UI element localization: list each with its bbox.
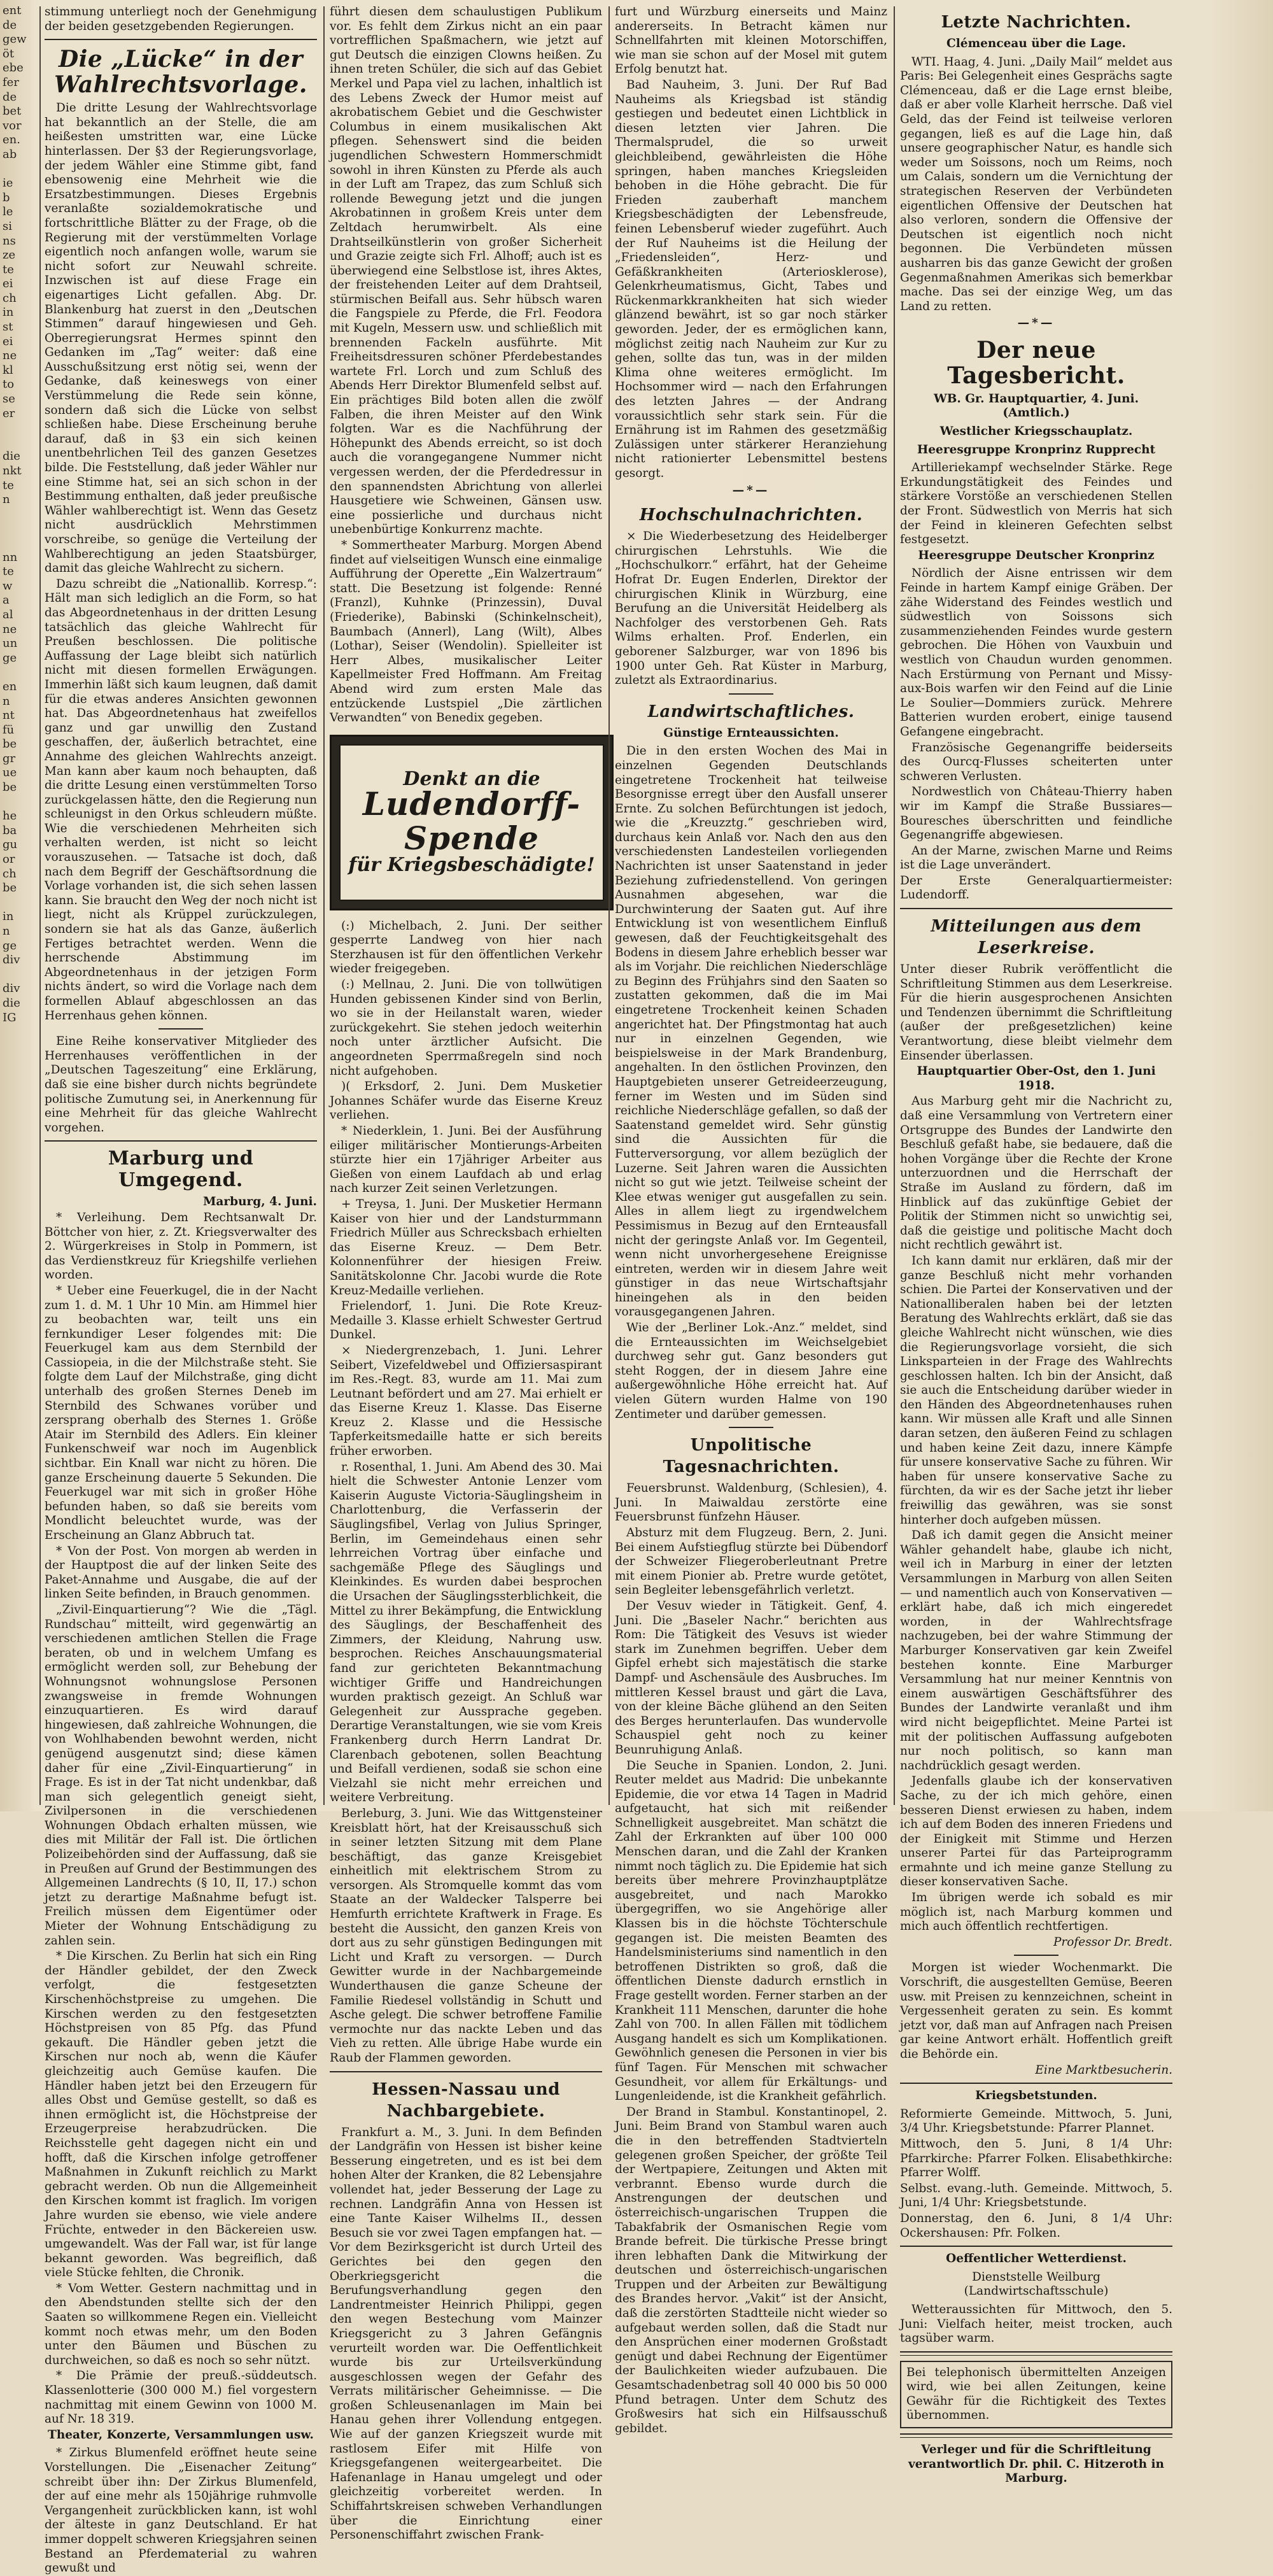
subheading: Heeresgruppe Deutscher Kronprinz: [918, 548, 1155, 562]
edge-text: ent de gew öt ebe fer de bet vor en. ab ie b le si ns ze te ei ch in st ei ne kl to se er die nkt te n nn te w a al ne un ge en n nt fü be gr ue be he ba gu or ch be in n ge div div die IG: [3, 4, 27, 1024]
news-item: * Zirkus Blumenfeld eröffnet heute seine Vorstellungen. Die „Eisenacher Zeitung“ schreibt über ihn: Der Zirkus Blumenfeld, der auf eine mehr als 150jährige ruhmvolle Vergangenheit zurückblicken kann, ist wohl der älteste in ganz Deutschland. Er hat immer doppelt schweren Kriegsjahren seinen Bestand an Pferdematerial zu wahren gewußt und: [45, 2446, 317, 2575]
paragraph: WTI. Haag, 4. Juni. „Daily Mail“ meldet aus Paris: Bei Gelegenheit eines Gesprächs sagte Clémenceau, daß er die Lage ernst bleibe, daß er aber volle Klarheit herrsche. Daß viel Geld, das der Feind ist teilweise verloren gegangen, ließ es auf die Lage hin, daß unsere geographischer Natur, es handle sich weder um Soissons, noch um Reims, noch um Calais, sondern um die Vernichtung der strategischen Reserven der Verbündeten eigentlichen Offensive der Deutschen hat also verloren, sondern die Offensive der Deutschen ist eigentlich noch nicht begonnen. Die Verbündeten müssen ausharren bis das ganze Gewicht der großen Gegenmaßnahmen Amerikas sich bemerkbar mache. Das sei der einzige Weg, um das Land zu retten.: [900, 55, 1172, 313]
headline-hessen-nassau: Hessen-Nassau und Nachbargebiete.: [372, 2079, 560, 2121]
subheading: Clémenceau über die Lage.: [946, 37, 1126, 50]
ad-line-3: für Kriegsbeschädigte!: [348, 853, 595, 876]
news-item: (:) Mellnau, 2. Juni. Die von tollwütigen Hunden gebissenen Kinder sind von Berlin, wo sie in der Heilanstalt waren, wieder zurückgekehrt. Sie stehen jedoch weiterhin noch unter ärztlicher Aufsicht. Die angeordneten Sperrmaßregeln sind noch nicht aufgehoben.: [330, 978, 602, 1078]
news-item: * Ueber eine Feuerkugel, die in der Nacht zum 1. d. M. 1 Uhr 10 Min. am Himmel hier zu beobachten war, teilt uns ein fernkundiger Leser folgendes mit: Die Feuerkugel kam aus dem Sternbild der Cassiopeia, in die der Milchstraße steht. Sie folgte dem Lauf der Milchstraße, ging dicht unterhalb des großen Sternes Deneb im Sternbild des Schwanes vorüber und zersprang oberhalb des Sternes 1. Größe Atair im Sternbild des Adlers. Ein kleiner Funkenschweif war noch im Augenblick sichtbar. Ein Knall war nicht zu hören. Die ganze Erscheinung dauerte 5 Sekunden. Die Feuerkugel war mit sich in großer Höhe befunden haben, so daß sie bereits vom Mondlicht beleuchtet wurde, was der Erscheinung an Glanz Abbruch tat.: [45, 1284, 317, 1542]
paragraph: Wie der „Berliner Lok.-Anz.“ meldet, sind die Ernteaussichten im Weichselgebiet durchweg sehr gut. Ganz besonders gut steht Roggen, der in diesem Jahre eine außergewöhnliche Höhe erreicht hat. Auf vielen Gütern wurden Halme von 190 Zentimeter und darüber gemessen.: [615, 1321, 887, 1421]
signature: Professor Dr. Bredt.: [1053, 1935, 1172, 1949]
signature: Der Erste Generalquartiermeister: Ludendorff.: [900, 874, 1172, 902]
news-item: * Verleihung. Dem Rechtsanwalt Dr. Böttcher von hier, z. Zt. Kriegsverwalter des 2. Würgerkreises in Stolp in Pommern, ist das Verdienstkreuz für Kriegshilfe verliehen worden.: [45, 1210, 317, 1282]
divider: [900, 908, 1172, 909]
paragraph: Dazu schreibt die „Nationallib. Korresp.“: Hält man sich lediglich an die Form, so hat das Abgeordnetenhaus in der dritten Lesung tatsächlich das gleiche Wahlrecht für Preußen beschlossen. Die politische Auffassung der Lage bleibt sich natürlich nicht mit diesen formellen Erwägungen. Immerhin läßt sich kaum leugnen, daß damit für die etwas anderes Ansichten gewonnen hat. Das Abgeordnetenhaus hat zweifellos ganz und gar unwillig den Zustand geschaffen, der, äußerlich betrachtet, eine Annahme des gleichen Wahlrechts anzeigt. Man kann aber kaum noch behaupten, daß die dritte Lesung einen verstümmelten Torso zurückgelassen hätte, den die Regierung nun schleunigst in den Orkus schleudern müßte. Wie die verschiedenen Mehrheiten sich verhalten werden, ist nicht so leicht vorauszusehen. — Tatsache ist doch, daß nach dem Begriff der Geschäftsordnung die Vorlage vorhanden ist, die sich sehen lassen kann. Sie braucht den Weg der noch nicht ist liegt, nicht als Krüppel zurückzulegen, sondern sie hat als das Ganze, äußerlich Fertiges betrachtet werden. Wenn die herrschende Abstimmung im Abgeordnetenhaus in der jetzigen Form nichts ändert, so wird die Vorlage nach dem formellen Ablauf abgeschlossen an das Herrenhaus gehen können.: [45, 577, 317, 1023]
paragraph: Die dritte Lesung der Wahlrechtsvorlage hat bekanntlich an der Stelle, die am heißesten umstritten war, eine Lücke hinterlassen. Der §3 der Regierungsvorlage, der jedem Wähler eine Stimme gibt, fand ebensowenig eine Mehrheit wie die Ersatzbestimmungen. Dieses Ergebnis veranlaßte sozialdemokratische und fortschrittliche Blätter zu der Frage, ob die Regierung mit der verstümmelten Vorlage eigentlich noch anfangen wolle, warum sie nicht sofort zur Neuwahl schreite. Inzwischen ist auf diese Frage ein eigenartiges Licht gefallen. Abg. Dr. Blankenburg hat zuerst in den „Deutschen Stimmen“ darauf hingewiesen und Geh. Oberregierungsrat Hermes spinnt den Gedanken im „Tag“ weiter: daß eine Ausschußsitzung erst nötig sei, wenn der Gedanke, daß keineswegs von einer Verstümmelung die Rede sein könne, sondern daß sich die Lücke von selbst schließen habe. Diese Erscheinung beruhe darauf, daß in §3 ein sich keinen unentbehrlichen Teil des ganzen Gesetzes bilde. Die Feststellung, daß jeder Wähler nur eine Stimme hat, sei an sich schon in der Bestimmung enthalten, daß jeder preußische Wähler wahlberechtigt ist. Wenn das Gesetz nicht ausdrücklich Mehrstimmen vorschreibe, so genüge die Verteilung der Wahlberechtigung an jeden Staatsbürger, damit das gleiche Wahlrecht zu sichern.: [45, 101, 317, 576]
news-item: Der Vesuv wieder in Tätigkeit. Genf, 4. Juni. Die „Baseler Nachr.“ berichten aus Rom: Die Tätigkeit des Vesuvs ist wieder stark im Zunehmen begriffen. Ueber dem Gipfel erhebt sich majestätisch die starke Dampf- und Aschensäule des Ausbruches. Im mittleren Kessel braust und gärt die Lava, von der kleine Bäche glühend an den Seiten des Berges herunterlaufen. Das wundervolle Schauspiel geht noch zu keiner Beunruhigung Anlaß.: [615, 1599, 887, 1757]
subheading: Günstige Ernteaussichten.: [663, 726, 839, 740]
divider: [45, 1140, 317, 1142]
left-edge-column-fragments: [0, 0, 37, 1811]
subheading: Oeffentlicher Wetterdienst.: [946, 2252, 1127, 2266]
subheading: Dienststelle Weilburg (Landwirtschaftsschule): [964, 2270, 1109, 2298]
paragraph: Eine Reihe konservativer Mitglieder des Herrenhauses veröffentlichen in der „Deutschen Tageszeitung“ eine Erklärung, daß sie eine bisher durch nichts begründete politische Zumutung sei, in Anerkennung für eine Mehrheit für das gleiche Wahlrecht vorgehen.: [45, 1035, 317, 1135]
headline-tagesbericht: Der neue Tagesbericht.: [947, 336, 1125, 389]
subheading: Westlicher Kriegsschauplatz.: [939, 425, 1133, 439]
paragraph: Aus Marburg geht mir die Nachricht zu, daß eine Versammlung von Vertretern einer Ortsgruppe des Bundes der Landwirte den Beschluß gefaßt habe, sie bedauere, daß die hohen Vorgänge über die Rechte der Krone unterzuordnen und die Herrschaft der Straße im Ausland zu fördern, daß im Hinblick auf das zukünftige Gebiet der Politik der Stimmen nicht so unwichtig sei, daß die geistige und politische Macht doch nicht rechtlich gewährt ist.: [900, 1094, 1172, 1252]
paragraph: Artilleriekampf wechselnder Stärke. Rege Erkundungstätigkeit des Feindes und stärkere Vorstöße an verschiedenen Stellen der Front. Südwestlich von Merris hat sich der Feind in kleineren Gefechten selbst festgesetzt.: [900, 461, 1172, 547]
divider: [900, 2246, 1172, 2247]
paragraph: Nordwestlich von Château-Thierry haben wir im Kampf die Straße Bussiares—Bouresches überschritten und feindliche Gegenangriffe abgewiesen.: [900, 785, 1172, 842]
news-item: × Niedergrenzebach, 1. Juni. Lehrer Seibert, Vizefeldwebel und Offiziersaspirant im Res.-Regt. 83, wurde am 11. Mai zum Leutnant befördert und am 27. Mai erhielt er das Eiserne Kreuz 1. Klasse. Das Eiserne Kreuz 2. Klasse und die Hessische Tapferkeitsmedaille hatte er sich bereits früher erworben.: [330, 1343, 602, 1459]
subheading: Theater, Konzerte, Versammlungen usw.: [48, 2428, 314, 2442]
news-item: * Von der Post. Von morgen ab werden in der Hauptpost die auf der linken Seite des Paket-Annahme und Ausgabe, die auf der linken Seite befinden, in Brauch genommen.: [45, 1544, 317, 1601]
column-rule: [608, 6, 610, 1805]
dateline: WB. Gr. Hauptquartier, 4. Juni. (Amtlich.): [933, 392, 1139, 420]
ludendorff-spende-advertisement: [330, 735, 614, 910]
paragraph: Morgen ist wieder Wochenmarkt. Die Vorschrift, die ausgestellten Gemüse, Beeren usw. mit Preisen zu kennzeichnen, scheint in Vergessenheit geraten zu sein. Es kommt jetzt vor, daß man auf Anfragen nach Preisen gar keine Antwort erhält. Hoffentlich greift die Behörde ein.: [900, 1961, 1172, 2061]
divider: [1014, 1955, 1058, 1956]
column-rule: [323, 6, 325, 1805]
column-4: Letzte Nachrichten. Clémenceau über die Lage. WTI. Haag, 4. Juni. „Daily Mail“ meldet aus Paris: Bei Gelegenheit eines Gesprächs sagte Clémenceau, daß er die Lage ernst bleibe, daß er aber volle Klarheit herrsche. Daß viel Geld, das der Feind ist teilweise verloren gegangen, ließ es auf die Lage hin, daß unsere geographischer Natur, es handle sich weder um Soissons, noch um Reims, noch um Calais, sondern um die Vernichtung der strategischen Reserven der Verbündeten eigentlichen Offensive der Deutschen hat also verloren, sondern die Offensive der Deutschen ist eigentlich noch nicht begonnen. Die Verbündeten müssen ausharren bis das ganze Gewicht der großen Gegenmaßnahmen Amerikas sich bemerkbar mache. Das sei der einzige Weg, um das Land zu retten. —*— Der neue Tagesbericht. WB. Gr. Hauptquartier, 4. Juni. (Amtlich.) Westlicher Kriegsschauplatz. Heeresgruppe Kronprinz Rupprecht Artilleriekampf wechselnder Stärke. Rege Erkundungstätigkeit des Feindes und stärkere Vorstöße an verschiedenen Stellen der Front. Südwestlich von Merris hat sich der Feind in kleineren Gefechten selbst festgesetzt. Heeresgruppe Deutscher Kronprinz Nördlich der Aisne entrissen wir dem Feinde in hartem Kampf einige Gräben. Der zähe Widerstand des Feindes westlich und südwestlich von Soissons sich zusammenziehenden Feindes wurde gestern gebrochen. Die Höhen von Vauxbuin und westlich von Chaudun wurden genommen. Nach Erstürmung von Pernant und Missy-aux-Bois warfen wir den Feind auf die Linie Le Soulier—Dommiers zurück. Mehrere Batterien wurden erobert, einige tausend Gefangene eingebracht. Französische Gegenangriffe beiderseits des Ourcq-Flusses scheiterten unter schweren Verlusten. Nordwestlich von Château-Thierry haben wir im Kampf die Straße Bussiares—Bouresches überschritten und feindliche Gegenangriffe abgewiesen. An der Marne, zwischen Marne und Reims ist die Lage unverändert. Der Erste Generalquartiermeister: Ludendorff. Mitteilungen aus dem Leserkreise. Unter dieser Rubrik veröffentlicht die Schriftleitung Stimmen aus dem Leserkreise. Für die hierin ausgesprochenen Ansichten und Tendenzen übernimmt die Schriftleitung (außer der preßgesetzlichen) keine Verantwortung, diese bleibt vielmehr dem Einsender überlassen. Hauptquartier Ober-Ost, den 1. Juni 1918. Aus Marburg geht mir die Nachricht zu, daß eine Versammlung von Vertretern einer Ortsgruppe des Bundes der Landwirte den Beschluß gefaßt habe, sie bedauere, daß die hohen Vorgänge über die Rechte der Krone unterzuordnen und die Herrschaft der Straße im Ausland zu fördern, daß im Hinblick auf das zukünftige Gebiet der Politik der Stimmen nicht so unwichtig sei, daß die geistige und politische Macht doch nicht rechtlich gewährt ist. Ich kann damit nur erklären, daß mir der ganze Beschluß nicht mehr vorhanden schien. Die Partei der Konservativen und der Nationalliberalen haben bei der letzten Beratung des Wahlrechts erklärt, daß sie das gleiche Wahlrecht nicht wünschen, wie dies die Regierungsvorlage vorsieht, die sich Linksparteien in der Frage des Wahlrechts geschlossen halten. Ich bin der Ansicht, daß sie auch die Entscheidung darüber wieder in den Händen des Abgeordnetenhauses ruhen kann. Wir müssen alle Kraft und alle Sinnen daran setzen, den äußeren Feind zu schlagen und haben keine Zeit dazu, innere Kämpfe für unsere konservative Sache zu führen. Wir haben für unsere konservative Sache zu fürchten, da wir es der Sache jetzt ihr lieber freiwillig das gewähren, was sie sonst hinterher doch aufgeben müssen. Daß ich damit gegen die Ansicht meiner Wähler gehandelt habe, glaube ich nicht, weil ich in Marburg in einer der letzten Versammlungen in Marburg von allen Seiten — und namentlich auch von Konservativen — erklärt habe, daß ich mich eingeredet worden, in der Wahlrechtsfrage nachzugeben, bei der wahre Stimmung der Marburger Konservativen gar kein Zweifel bestehen konnte. Eine Marburger Versammlung hat nur meiner Kenntnis von einem auswärtigen Geschäftsführer des Bundes der Landwirte veranlaßt und ihm wird nicht beigepflichtet. Meine Partei ist mit der politischen Auffassung aufgeboten nur noch politisch, so kann man nachdrücklich gesagt werden. Jedenfalls glaube ich der konservativen Sache, zu der ich mich gehöre, einen besseren Dienst erwiesen zu haben, indem ich auf dem Boden des inneren Friedens und der Einigkeit mit Stimme und Herzen unserer Partei für das Parteiprogramm ermahnte und ich meine ganze Stellung zu dieser konservativen Sache. Im übrigen werde ich sobald es mir möglich ist, nach Marburg kommen und mich auch öffentlich rechtfertigen. Professor Dr. Bredt. Morgen ist wieder Wochenmarkt. Die Vorschrift, die ausgestellten Gemüse, Beeren usw. mit Preisen zu kennzeichnen, scheint in Vergessenheit geraten zu sein. Es kommt jetzt vor, daß man auf Anfragen nach Preisen gar keine Antwort erhält. Hoffentlich greift die Behörde ein. Eine Marktbesucherin. Kriegsbetstunden. Reformierte Gemeinde. Mittwoch, 5. Juni, 3/4 Uhr. Kriegsbetstunde: Pfarrer Plannet. Mittwoch, den 5. Juni, 8 1/4 Uhr: Pfarrkirche: Pfarrer Folken. Elisabethkirche: Pfarrer Wolff. Selbst. evang.-luth. Gemeinde. Mittwoch, 5. Juni, 1/4 Uhr: Kriegsbetstunde. Donnerstag, den 6. Juni, 8 1/4 Uhr: Ockershausen: Pfr. Folken. Oeffentlicher Wetterdienst. Dienststelle Weilburg (Landwirtschaftsschule) Wetteraussichten für Mittwoch, den 5. Juni: Vielfach heiter, meist trocken, auch tagsüber warm. Bei telephonisch übermittelten Anzeigen wird, wie bei allen Zeitungen, keine Gewähr für die Richtigkeit des Textes übernommen. Verleger und für die Schriftleitung verantwortlich Dr. phil. C. Hitzeroth in Marburg.: [900, 13, 1172, 2486]
col1-intro: stimmung unterliegt noch der Genehmigung der beiden gesetzgebenden Regierungen.: [45, 5, 317, 33]
paragraph: × Die Wiederbesetzung des Heidelberger chirurgischen Lehrstuhls. Wie die „Hochschulkorr.“ erfährt, hat der Geheime Hofrat Dr. Eugen Enderlen, Direktor der chirurgischen Klinik in Würzburg, eine Berufung an die Universität Heidelberg als Nachfolger des verstorbenen Geh. Rats Wilms erhalten. Prof. Enderlen, ein geborener Salzburger, war von 1896 bis 1900 unter Geh. Rat Küster in Marburg, zuletzt als Extraordinarius.: [615, 530, 887, 688]
news-item: Feuersbrunst. Waldenburg, (Schlesien), 4. Juni. In Maiwaldau zerstörte eine Feuersbrunst fünfzehn Häuser.: [615, 1482, 887, 1524]
divider: [45, 39, 317, 40]
headline-marburg: Marburg und Umgegend.: [108, 1147, 254, 1192]
news-item: Die Seuche in Spanien. London, 2. Juni. Reuter meldet aus Madrid: Die unbekannte Epidemie, die vor etwa 14 Tagen in Madrid aufgetaucht, hat sich mit reißender Schnelligkeit ausgebreitet. Man schätzt die Zahl der Erkrankten auf über 100 000 Menschen daran, und die Zahl der Kranken nimmt noch täglich zu. Die Epidemie hat sich bereits über mehrere Provinzhauptplätze ausgebreitet, und nach Marokko übergegriffen, wo sie Angehörige aller Klassen bis in die höchste Töchterschule gegangen ist. Die meisten Beamten des Handelsministeriums sind namentlich in den betroffenen Distrikten so groß, daß die öffentlichen Dienste dadurch ernstlich in Frage gestellt worden. Ferner starben an der Krankheit 111 Menschen, darunter die hohe Zahl von 700. In allen Fällen mit tödlichem Ausgang handelt es sich um Komplikationen. Gewöhnlich genesen die Personen in vier bis fünf Tagen. Für Menschen mit schwacher Gesundheit, vor allem für Erkältungs- und Lungenleidende, ist die Krankheit gefährlich.: [615, 1759, 887, 2104]
news-item: Absturz mit dem Flugzeug. Bern, 2. Juni. Bei einem Aufstiegflug stürzte bei Dübendorf der Schweizer Fliegeroberleutnant Pretre mit einem Pionier ab. Pretre wurde getötet, sein Begleiter lebensgefährlich verletzt.: [615, 1526, 887, 1597]
news-item: * Niederklein, 1. Juni. Bei der Ausführung eiliger militärischer Montierungs-Arbeiten stürzte hier ein 17jähriger Arbeiter aus Gießen von einem Laufdach ab und erlag nach kurzer Zeit seinen Verletzungen.: [330, 1124, 602, 1196]
dateline: Hauptquartier Ober-Ost, den 1. Juni 1918.: [917, 1065, 1156, 1093]
paragraph: Die in den ersten Wochen des Mai in einzelnen Gegenden Deutschlands eingetretene Trockenheit hat teilweise Besorgnisse erregt über den Ausfall unserer Ernte. Zu solchen Befürchtungen ist jedoch, wie die „Kreuzztg.“ geschrieben wird, durchaus kein Anlaß vor. Nach den aus den verschiedensten Landesteilen vorliegenden Nachrichten ist unser Saatenstand in jeder Beziehung zufriedenstellend. Von geringen Ausnahmen abgesehen, war die Durchwinterung der Saaten gut. Auf ihre Entwicklung ist von wesentlichem Einfluß gewesen, daß der Feuchtigkeitsgehalt des Bodens in diesem Jahre erheblich besser war als im Vorjahr. Die reichlichen Niederschläge zu Beginn des Frühjahrs sind den Saaten so zustatten gekommen, daß die im Mai eingetretene Trockenheit keinen Schaden angerichtet hat. Der Pfingstmontag hat auch nur in einzelnen Gegenden, wie beispielsweise in der Mark Brandenburg, angehalten. In den östlichen Provinzen, den Hauptgebieten unserer Getreideerzeugung, ferner im Westen und im Süden sind reichliche Niederschläge gefallen, so daß der Saatenstand gemeldet wird. Sehr günstig sind die Aussichten für die Futterversorgung, vor allem bezüglich der Luzerne. Seit Jahren waren die Aussichten nicht so gut wie jetzt. Teilweise scheint der Klee etwas weniger gut ausgefallen zu sein. Alles in allem liegt zu irgendwelchem Pessimismus in Bezug auf den Ernteausfall nicht der geringste Anlaß vor. Im Gegenteil, wenn nicht unvorhergesehene Ereignisse eintreten, werden wir in diesem Jahre weit günstiger in das neue Wirtschaftsjahr hineingehen als in den beiden vorausgegangenen Jahren.: [615, 744, 887, 1319]
column-rule: [894, 6, 895, 1805]
divider: [900, 2083, 1172, 2084]
paragraph: Französische Gegenangriffe beiderseits des Ourcq-Flusses scheiterten unter schweren Verlusten.: [900, 740, 1172, 783]
paragraph: Bad Nauheim, 3. Juni. Der Ruf Bad Nauheims als Kriegsbad ist ständig gestiegen und bedeutet einen Lichtblick in diesen letzten vier Jahren. Die Thermalsprudel, die so urweit gleichbleibend, gewährleisten die Höhe springen, haben manches Kriegsleiden behoben in die Höhe gebracht. Die für Frieden zauberhaft manchem Kriegsbeschädigten der Lebensfreude, feinen Lebensberuf wieder zugeführt. Auch der Ruf Nauheims ist die Heilung der „Friedensleiden“, Herz- und Gefäßkrankheiten (Arteriosklerose), Gelenkrheumatismus, Gicht, Tabes und Rückenmarkkrankheiten hat sich wieder glänzend bewährt, ist so gar noch stärker geworden. Jeder, der es ermöglichen kann, möglichst zeitig nach Nauheim zur Kur zu gehen, sollte das tun, was in der milden Klima ohne weiteres ermöglicht. Im Hochsommer wird — nach den Erfahrungen des letzten Jahres — der Andrang voraussichtlich sehr stark sein. Für die Ernährung ist im Rahmen des gesetzmäßig Zulässigen unter stärkerer Heranziehung nicht rationierter Lebensmittel bestens gesorgt.: [615, 78, 887, 480]
paragraph: Frankfurt a. M., 3. Juni. In dem Befinden der Landgräfin von Hessen ist bisher keine Besserung eingetreten, und es ist bei dem hohen Alter der Kranken, die 82 Lebensjahre vollendet hat, jeder Besserung der Lage zu rechnen. Landgräfin Anna von Hessen ist eine Tante Kaiser Wilhelms II., dessen Besuch sie vor zwei Tagen empfangen hat. — Vor dem Bezirksgericht ist durch Urteil des Gerichtes bei den gegen den Oberkriegsgericht die Berufungsverhandlung gegen den Landrentmeister Heinrich Philippi, gegen den wegen Bestechung vom Mainzer Kriegsgericht zu 3 Jahren Gefängnis verurteilt worden war. Die Oeffentlichkeit wurde bis zur Urteilsverkündung ausgeschlossen wegen der Gefahr des Verrats militärischer Geheimnisse. — Die großen Schleusenanlagen im Main bei Hanau gehen ihrer Vollendung entgegen. Wie auf der ganzen Kriegszeit wurde mit rastlosem Eifer mit Hilfe von Kriegsgefangenen weitergearbeitet. Die Hafenanlage in Hanau umgelegt und oder gleichzeitig vorbereitet werden. In Schiffahrtskreisen schweben Verhandlungen über die Einrichtung einer Personenschiffahrt zwischen Frank-: [330, 2125, 602, 2542]
notice-box: [900, 2361, 1172, 2428]
paragraph: führt diesen dem schaulustigen Publikum vor. Es fehlt dem Zirkus nicht an ein paar vortrefflichen Spaßmachern, wie jetzt auf gut Deutsch die einzigen Clowns heißen. Zu ihnen treten Schüler, die sich auf das Gebiet Merkel und Papa viel zu lachen, inhaltlich ist des Lebens Zweck der Humor meist auf akrobatischem Gebiet und die Geschwister Columbus in einem musikalischen Akt pflegen. Sehenswert sind die beiden jugendlichen Schwestern Hommerschmidt sowohl in ihren Künsten zu Pferde als auch in der Luft am Trapez, das zum Schluß sich rollende Bewegung jetzt und die jungen Akrobatinnen in großem Kreis unter dem Zeltdach herumwirbelt. Als eine Drahtseilkünstlerin von großer Sicherheit und Grazie zeigte sich Frl. Alhoff; auch ist es überwiegend eine Selbstlose ist, ihres Aktes, der freistehenden Leiter auf dem Drahtseil, stürmischen Beifall aus. Sehr hübsch waren die Fangspiele zu Pferde, die Frl. Feodora mit Kugeln, Messern usw. und schließlich mit brennenden Fackeln ausführte. Mit Freiheitsdressuren schöner Pferdebestandes wartete Frl. Lorch und zum Schluß des Abends Herr Direktor Blumenfeld selbst auf. Ein prächtiges Bild boten allen die zwölf Falben, die ihren Meister auf den Wink folgten. War es die Nachführung der Höhepunkt des Abends erreicht, so ist doch auch die vorangegangene Nummer nicht vergessen werden, der die Pferdedressur in den spannendsten Abrichtung von allerlei Hausgetiere wie Schweinen, Gänsen usw. eine possierliche und durchaus nicht unebenbürtige Konkurrenz machte.: [330, 5, 602, 537]
column-2: [330, 5, 602, 2542]
column-1: [45, 5, 317, 2575]
headline-letzte-nachrichten: Letzte Nachrichten.: [941, 13, 1132, 32]
ad-line-2: Ludendorff-Spende: [362, 784, 581, 857]
paragraph: Im übrigen werde ich sobald es mir möglich ist, nach Marburg kommen und mich auch öffentlich rechtfertigen.: [900, 1891, 1172, 1934]
headline-landwirtschaft: Landwirtschaftliches.: [647, 702, 855, 721]
news-item: Berleburg, 3. Juni. Wie das Wittgensteiner Kreisblatt hört, hat der Kreisausschuß sich in seiner letzten Sitzung mit dem Plane beschäftigt, das ganze Kreisgebiet einheitlich mit elektrischem Strom zu versorgen. Als Stromquelle kommt das vom Staate an der Waldecker Talsperre bei Hemfurth errichtete Kraftwerk in Frage. Es besteht die Aussicht, den ganzen Kreis von dort aus zu sehr günstigen Bedingungen mit Licht und Kraft zu versorgen. — Durch Gewitter wurde in der Nachbargemeinde Wunderthausen die ganze Scheune der Familie Riedesel vollständig in Schutt und Asche gelegt. Die schwer betroffene Familie vermochte nur das nackte Leben und das Vieh zu retten. Alle übrige Habe wurde ein Raub der Flammen geworden.: [330, 1806, 602, 2065]
list-item: Mittwoch, den 5. Juni, 8 1/4 Uhr: Pfarrkirche: Pfarrer Folken. Elisabethkirche: Pfarrer Wolff.: [900, 2137, 1172, 2180]
paragraph: Jedenfalls glaube ich der konservativen Sache, zu der ich mich gehöre, einen besseren Dienst erwiesen zu haben, indem ich auf dem Boden des inneren Friedens und der Einigkeit mit Stimme und Herzen unserer Partei für das Parteiprogramm ermahnte und ich meine ganze Stellung zu dieser konservativen Sache.: [900, 1774, 1172, 1889]
paragraph: Ich kann damit nur erklären, daß mir der ganze Beschluß nicht mehr vorhanden schien. Die Partei der Konservativen und der Nationalliberalen haben bei der letzten Beratung des Wahlrechts erklärt, daß sie das gleiche Wahlrecht nicht wünschen, wie dies die Regierungsvorlage vorsieht, die sich Linksparteien in der Frage des Wahlrechts geschlossen halten. Ich bin der Ansicht, daß sie auch die Entscheidung darüber wieder in den Händen des Abgeordnetenhauses ruhen kann. Wir müssen alle Kraft und alle Sinnen daran setzen, den äußeren Feind zu schlagen und haben keine Zeit dazu, innere Kämpfe für unsere konservative Sache zu führen. Wir haben für unsere konservative Sache zu fürchten, da wir es der Sache jetzt ihr lieber freiwillig das gewähren, was sie sonst hinterher doch aufgeben müssen.: [900, 1254, 1172, 1527]
list-item: Selbst. evang.-luth. Gemeinde. Mittwoch, 5. Juni, 1/4 Uhr: Kriegsbetstunde.: [900, 2181, 1172, 2210]
news-item: „Zivil-Einquartierung“? Wie die „Tägl. Rundschau“ mitteilt, wird gegenwärtig an verschiedenen amtlichen Stellen die Frage beraten, ob und in welchem Umfang es ermöglicht werden soll, zur Behebung der Wohnungsnot wohnungslose Personen zwangsweise in fremde Wohnungen einzuquartieren. Es wird darauf hingewiesen, daß zahlreiche Wohnungen, die von Wohlhabenden bewohnt werden, nicht genügend ausgenutzt sind; diese kämen daher für eine „Zivil-Einquartierung“ in Frage. Es ist in der Tat nicht undenkbar, daß man sich gelegentlich geneigt sieht, Zivilpersonen in die verschiedenen Wohnungen Obdach erhalten müssen, wie dies mit Militär der Fall ist. Die örtlichen Polizeibehörden sind der Auffassung, daß sie in Preußen auf Grund der Bestimmungen des Allgemeinen Landrechts (§ 10, II, 17.) schon jetzt zu derartige Maßnahme befugt ist. Freilich müssen dem Eigentümer oder Mieter der Wohnung Entschädigung zu zahlen sein.: [45, 1603, 317, 1948]
subheading: Heeresgruppe Kronprinz Rupprecht: [917, 442, 1156, 456]
edge-rule: [39, 6, 41, 1805]
divider: [900, 2433, 1172, 2438]
subheading: Kriegsbetstunden.: [975, 2089, 1097, 2103]
headline-unpolitische: Unpolitische Tagesnachrichten.: [663, 1436, 840, 1477]
divider: [158, 1028, 203, 1030]
notice-text: Bei telephonisch übermittelten Anzeigen wird, wie bei allen Zeitungen, keine Gewähr für die Richtigkeit des Textes übernommen.: [906, 2365, 1166, 2423]
divider: [900, 2351, 1172, 2356]
paragraph: Nördlich der Aisne entrissen wir dem Feinde in hartem Kampf einige Gräben. Der zähe Widerstand des Feindes westlich und südwestlich von Soissons sich zusammenziehenden Feindes wurde gestern gebrochen. Die Höhen von Vauxbuin und westlich von Chaudun wurden genommen. Nach Erstürmung von Pernant und Missy-aux-Bois warfen wir den Feind auf die Linie Le Soulier—Dommiers zurück. Mehrere Batterien wurden erobert, einige tausend Gefangene eingebracht.: [900, 567, 1172, 739]
ad-line-1: Denkt an die: [403, 768, 540, 791]
news-item: Frielendorf, 1. Juni. Die Rote Kreuz-Medaille 3. Klasse erhielt Schwester Gertrud Dunkel.: [330, 1299, 602, 1342]
news-item: * Vom Wetter. Gestern nachmittag und in den Abendstunden stellte sich der den Saaten so willkommene Regen ein. Vielleicht kommt noch etwas mehr, um den Boden unter den Bäumen und Büschen zu durchweichen, so daß es noch so sehr nützt.: [45, 2281, 317, 2367]
paragraph: Daß ich damit gegen die Ansicht meiner Wähler gehandelt habe, glaube ich nicht, weil ich in Marburg in einer der letzten Versammlungen in Marburg von allen Seiten — und namentlich auch von Konservativen — erklärt habe, daß ich mich eingeredet worden, in der Wahlrechtsfrage nachzugeben, bei der wahre Stimmung der Marburger Konservativen gar kein Zweifel bestehen konnte. Eine Marburger Versammlung hat nur meiner Kenntnis von einem auswärtigen Geschäftsführer des Bundes der Landwirte veranlaßt und ihm wird nicht beigepflichtet. Meine Partei ist mit der politischen Auffassung aufgeboten nur noch politisch, so kann man nachdrücklich gesagt werden.: [900, 1529, 1172, 1773]
news-item: r. Rosenthal, 1. Juni. Am Abend des 30. Mai hielt die Schwester Antonie Lenzer vom Kaiserin Auguste Victoria-Säuglingsheim in Charlottenburg, die Verfasserin der Säuglingsfibel, Verlag von Julius Springer, Berlin, im Gemeindehaus einen sehr lehrreichen Vortrag über einfache und sachgemäße Pflege des Säuglings und Kleinkindes. Es wurden dabei besprochen die Ursachen der Säuglingssterblichkeit, die Mittel zu ihrer Bekämpfung, die Entwicklung des Säuglings, der Beschaffenheit des Zimmers, der Kleidung, Nahrung usw. besprochen. Reiches Anschauungsmaterial fand zur gerichteten Bekanntmachung wichtiger Griffe und Handreichungen wurden praktisch gezeigt. An Schluß war Gelegenheit zur Aussprache gegeben. Derartige Veranstaltungen, wie sie vom Kreis Frankenberg durch Herrn Landrat Dr. Clarenbach gebotenen, sollen Beachtung und Beifall verdienen, sodaß sie schon eine Vielzahl sie nicht mehr erreichen und weitere Verbreitung.: [330, 1460, 602, 1805]
news-item: Der Brand in Stambul. Konstantinopel, 2. Juni. Beim Brand von Stambul waren auch die in den betreffenden Stadtvierteln gelegenen großen Speicher, der größte Teil der Wertpapiere, Zeitungen und Akten mit verbrannt. Ebenso wurde durch die Anstrengungen der deutschen und österreichisch-ungarischen Truppen die Tabakfabrik der Osmanischen Regie vom Brande befreit. Die türkische Presse bringt ihren lebhaften Dank die Mitwirkung der deutschen und österreichisch-ungarischen Truppen und der Arbeiten zur Bewältigung des Brandes hervor. „Vakit“ ist der Ansicht, daß die zerstörten Stadtteile nicht wieder so aufgebaut werden sollen, daß die Stadt nur den Ansprüchen einer modernen Großstadt genügt und dabei Rechnung der Eigentümer der Baulichkeiten wieder aufzubauen. Die Gesamtschadenbetrag soll 40 000 bis 50 000 Pfund betragen. Unter dem Schutz des Großwesirs hat sich ein Hilfsausschuß gebildet.: [615, 2105, 887, 2435]
paragraph: furt und Würzburg einerseits und Mainz andererseits. In Betracht kämen nur Schnellfahrten mit kleinen Motorschiffen, wie man sie schon auf der Mosel mit gutem Erfolg benutzt hat.: [615, 5, 887, 76]
headline-wahlrecht: Die „Lücke“ in der Wahlrechtsvorlage.: [54, 46, 307, 99]
news-item: * Die Kirschen. Zu Berlin hat sich ein Ring der Händler gebildet, der den Zweck verfolgt, die festgesetzten Kirschenhöchstpreise zu umgehen. Die Kirschen werden zu den festgesetzten Höchstpreisen von 85 Pfg. das Pfund gekauft. Die Händler geben jetzt die Kirschen nur noch ab, wenn die Käufer gleichzeitig auch Gemüse kaufen. Die Händler haben jetzt bei den Erzeugern für alles Obst und Gemüse gestellt, so daß es ihnen ermöglicht ist, die Höchstpreise der Erzeugerpreise herabzudrücken. Die Reichsstelle geht dagegen nicht ein und hofft, daß die Kirschen infolge getroffener Maßnahmen in Zukunft reichlich zu Markt gebracht werden. Ob nun die Allgemeinheit den Kirschen kommt ist fraglich. Im vorigen Jahre wurden sie ebenso, wie viele andere Früchte, entweder in den Bäckereien usw. umgewandelt. Was der Fall war, ist für lange bekannt geworden. Was begreiflich, daß viele Stücke fehlten, die Chronik.: [45, 1950, 317, 2280]
headline-leserkreise: Mitteilungen aus dem Leserkreise.: [931, 917, 1142, 958]
list-item: Reformierte Gemeinde. Mittwoch, 5. Juni, 3/4 Uhr. Kriegsbetstunde: Pfarrer Plannet.: [900, 2107, 1172, 2135]
paragraph: An der Marne, zwischen Marne und Reims ist die Lage unverändert.: [900, 844, 1172, 872]
paragraph: Wetteraussichten für Mittwoch, den 5. Juni: Vielfach heiter, meist trocken, auch tagsüber warm.: [900, 2302, 1172, 2346]
paragraph: * Sommertheater Marburg. Morgen Abend findet auf vielseitigen Wunsch eine einmalige Aufführung der Operette „Ein Walzertraum“ statt. Die Besetzung ist folgende: Renné (Franzl), Kuhnke (Prinzessin), Duval (Friederike), Babinski (Schinkelnscheit), Baumbach (Annerl), Lang (Wilt), Albes (Lothar), Seiser (Wendolin). Spielleiter ist Herr Albes, musikalischer Leiter Kapellmeister Fred Hoffmann. Am Freitag Abend wird zum ersten Male das entzückende Lustspiel „Die zärtlichen Verwandten“ von Benedix gegeben.: [330, 538, 602, 725]
news-item: * Die Prämie der preuß.-süddeutsch. Klassenlotterie (300 000 M.) fiel vorgestern nachmittag mit einem Gewinn von 1000 M. auf Nr. 18 319.: [45, 2369, 317, 2426]
intro: Unter dieser Rubrik veröffentlicht die Schriftleitung Stimmen aus dem Leserkreise. Für die hierin ausgesprochenen Ansichten und Tendenzen übernimmt die Schriftleitung (außer der preßgesetzlichen) keine Verantwortung, diese bleibt vielmehr dem Einsender überlassen.: [900, 963, 1172, 1063]
news-item: )( Erksdorf, 2. Juni. Dem Musketier Johannes Schäfer wurde das Eiserne Kreuz verliehen.: [330, 1080, 602, 1122]
signature: Eine Marktbesucherin.: [1035, 2063, 1172, 2077]
dateline: Marburg, 4. Juni.: [202, 1195, 317, 1209]
news-item: (:) Michelbach, 2. Juni. Der seither gesperrte Landweg von hier nach Sterzhausen ist für den öffentlichen Verkehr wieder freigegeben.: [330, 919, 602, 976]
divider: [729, 1427, 773, 1428]
imprint: Verleger und für die Schriftleitung verantwortlich Dr. phil. C. Hitzeroth in Marburg.: [908, 2443, 1164, 2486]
divider: [729, 693, 773, 695]
headline-hochschul: Hochschulnachrichten.: [639, 506, 863, 525]
divider: [330, 2071, 602, 2072]
list-item: Donnerstag, den 6. Juni, 8 1/4 Uhr: Ockershausen: Pfr. Folken.: [900, 2211, 1172, 2240]
news-item: + Treysa, 1. Juni. Der Musketier Hermann Kaiser von hier und der Landsturmmann Friedrich Müller aus Schrecksbach erhielten das Eiserne Kreuz. — Dem Betr. Kolonnenführer der hiesigen Freiw. Sanitätskolonne Chr. Jacobi wurde die Rote Kreuz-Medaille verliehen.: [330, 1197, 602, 1298]
column-3: furt und Würzburg einerseits und Mainz andererseits. In Betracht kämen nur Schnellfahrten mit kleinen Motorschiffen, wie man sie schon auf der Mosel mit gutem Erfolg benutzt hat. Bad Nauheim, 3. Juni. Der Ruf Bad Nauheims als Kriegsbad ist ständig gestiegen und bedeutet einen Lichtblick in diesen letzten vier Jahren. Die Thermalsprudel, die so urweit gleichbleibend, gewährleisten die Höhe springen, haben manches Kriegsleiden behoben in die Höhe gebracht. Die für Frieden zauberhaft manchem Kriegsbeschädigten der Lebensfreude, feinen Lebensberuf wieder zugeführt. Auch der Ruf Nauheims ist die Heilung der „Friedensleiden“, Herz- und Gefäßkrankheiten (Arteriosklerose), Gelenkrheumatismus, Gicht, Tabes und Rückenmarkkrankheiten hat sich wieder glänzend bewährt, ist so gar noch stärker geworden. Jeder, der es ermöglichen kann, möglichst zeitig nach Nauheim zur Kur zu gehen, sollte das tun, was in der milden Klima ohne weiteres ermöglicht. Im Hochsommer wird — nach den Erfahrungen des letzten Jahres — der Andrang voraussichtlich sehr stark sein. Für die Ernährung ist im Rahmen des gesetzmäßig Zulässigen unter stärkerer Heranziehung nicht rationierter Lebensmittel bestens gesorgt. —*— Hochschulnachrichten. × Die Wiederbesetzung des Heidelberger chirurgischen Lehrstuhls. Wie die „Hochschulkorr.“ erfährt, hat der Geheime Hofrat Dr. Eugen Enderlen, Direktor der chirurgischen Klinik in Würzburg, eine Berufung an die Universität Heidelberg als Nachfolger des verstorbenen Geh. Rats Wilms erhalten. Prof. Enderlen, ein geborener Salzburger, war von 1896 bis 1900 unter Geh. Rat Küster in Marburg, zuletzt als Extraordinarius. Landwirtschaftliches. Günstige Ernteaussichten. Die in den ersten Wochen des Mai in einzelnen Gegenden Deutschlands eingetretene Trockenheit hat teilweise Besorgnisse erregt über den Ausfall unserer Ernte. Zu solchen Befürchtungen ist jedoch, wie die „Kreuzztg.“ geschrieben wird, durchaus kein Anlaß vor. Nach den aus den verschiedensten Landesteilen vorliegenden Nachrichten ist unser Saatenstand in jeder Beziehung zufriedenstellend. Von geringen Ausnahmen abgesehen, war die Durchwinterung der Saaten gut. Auf ihre Entwicklung ist von wesentlichem Einfluß gewesen, daß der Feuchtigkeitsgehalt des Bodens in diesem Jahre erheblich besser war als im Vorjahr. Die reichlichen Niederschläge zu Beginn des Frühjahrs sind den Saaten so zustatten gekommen, daß die im Mai eingetretene Trockenheit keinen Schaden angerichtet hat. Der Pfingstmontag hat auch nur in einzelnen Gegenden, wie beispielsweise in der Mark Brandenburg, angehalten. In den östlichen Provinzen, den Hauptgebieten unserer Getreideerzeugung, ferner im Westen und im Süden sind reichliche Niederschläge gefallen, so daß der Saatenstand gemeldet wird. Sehr günstig sind die Aussichten für die Futterversorgung, vor allem bezüglich der Luzerne. Seit Jahren waren die Aussichten nicht so gut wie jetzt. Teilweise scheint der Klee etwas weniger gut ausgefallen zu sein. Alles in allem liegt zu irgendwelchem Pessimismus in Bezug auf den Ernteausfall nicht der geringste Anlaß vor. Im Gegenteil, wenn nicht unvorhergesehene Ereignisse eintreten, werden wir in diesem Jahre weit günstiger in das neue Wirtschaftsjahr hineingehen als in den beiden vorausgegangenen Jahren. Wie der „Berliner Lok.-Anz.“ meldet, sind die Ernteaussichten im Weichselgebiet durchweg sehr gut. Ganz besonders gut steht Roggen, der in diesem Jahre eine außergewöhnliche Höhe erreicht hat. Auf vielen Gütern wurden Halme von 190 Zentimeter und darüber gemessen. Unpolitische Tagesnachrichten. Feuersbrunst. Waldenburg, (Schlesien), 4. Juni. In Maiwaldau zerstörte eine Feuersbrunst fünfzehn Häuser. Absturz mit dem Flugzeug. Bern, 2. Juni. Bei einem Aufstiegflug stürzte bei Dübendorf der Schweizer Fliegeroberleutnant Pretre mit einem Pionier ab. Pretre wurde getötet, sein Begleiter lebensgefährlich verletzt. Der Vesuv wieder in Tätigkeit. Genf, 4. Juni. Die „Baseler Nachr.“ berichten aus Rom: Die Tätigkeit des Vesuvs ist wieder stark im Zunehmen begriffen. Ueber dem Gipfel erhebt sich majestätisch die starke Dampf- und Aschensäule des Ausbruches. Im mittleren Kessel braust und gärt die Lava, von der kleine Bäche glühend an den Seiten des Berges herunterlaufen. Das wundervolle Schauspiel geht noch zu keiner Beunruhigung Anlaß. Die Seuche in Spanien. London, 2. Juni. Reuter meldet aus Madrid: Die unbekannte Epidemie, die vor etwa 14 Tagen in Madrid aufgetaucht, hat sich mit reißender Schnelligkeit ausgebreitet. Man schätzt die Zahl der Erkrankten auf über 100 000 Menschen daran, und die Zahl der Kranken nimmt noch täglich zu. Die Epidemie hat sich bereits über mehrere Provinzhauptplätze ausgebreitet, und nach Marokko übergegriffen, wo sie Angehörige aller Klassen bis in die höchste Töchterschule gegangen ist. Die meisten Beamten des Handelsministeriums sind namentlich in den betroffenen Distrikten so groß, daß die öffentlichen Dienste dadurch ernstlich in Frage gestellt worden. Ferner starben an der Krankheit 111 Menschen, darunter die hohe Zahl von 700. In allen Fällen mit tödlichem Ausgang handelt es sich um Komplikationen. Gewöhnlich genesen die Personen in vier bis fünf Tagen. Für Menschen mit schwacher Gesundheit, vor allem für Erkältungs- und Lungenleidende, ist die Krankheit gefährlich. Der Brand in Stambul. Konstantinopel, 2. Juni. Beim Brand von Stambul waren auch die in den betreffenden Stadtvierteln gelegenen großen Speicher, der größte Teil der Wertpapiere, Zeitungen und Akten mit verbrannt. Ebenso wurde durch die Anstrengungen der deutschen und österreichisch-ungarischen Truppen die Tabakfabrik der Osmanischen Regie vom Brande befreit. Die türkische Presse bringt ihren lebhaften Dank die Mitwirkung der deutschen und österreichisch-ungarischen Truppen und der Arbeiten zur Bewältigung des Brandes hervor. „Vakit“ ist der Ansicht, daß die zerstörten Stadtteile nicht wieder so aufgebaut werden sollen, daß die Stadt nur den Ansprüchen einer modernen Großstadt genügt und dabei Rechnung der Eigentümer der Baulichkeiten wieder aufzubauen. Die Gesamtschadenbetrag soll 40 000 bis 50 000 Pfund betragen. Unter dem Schutz des Großwesirs hat sich ein Hilfsausschuß gebildet.: [615, 5, 887, 2435]
